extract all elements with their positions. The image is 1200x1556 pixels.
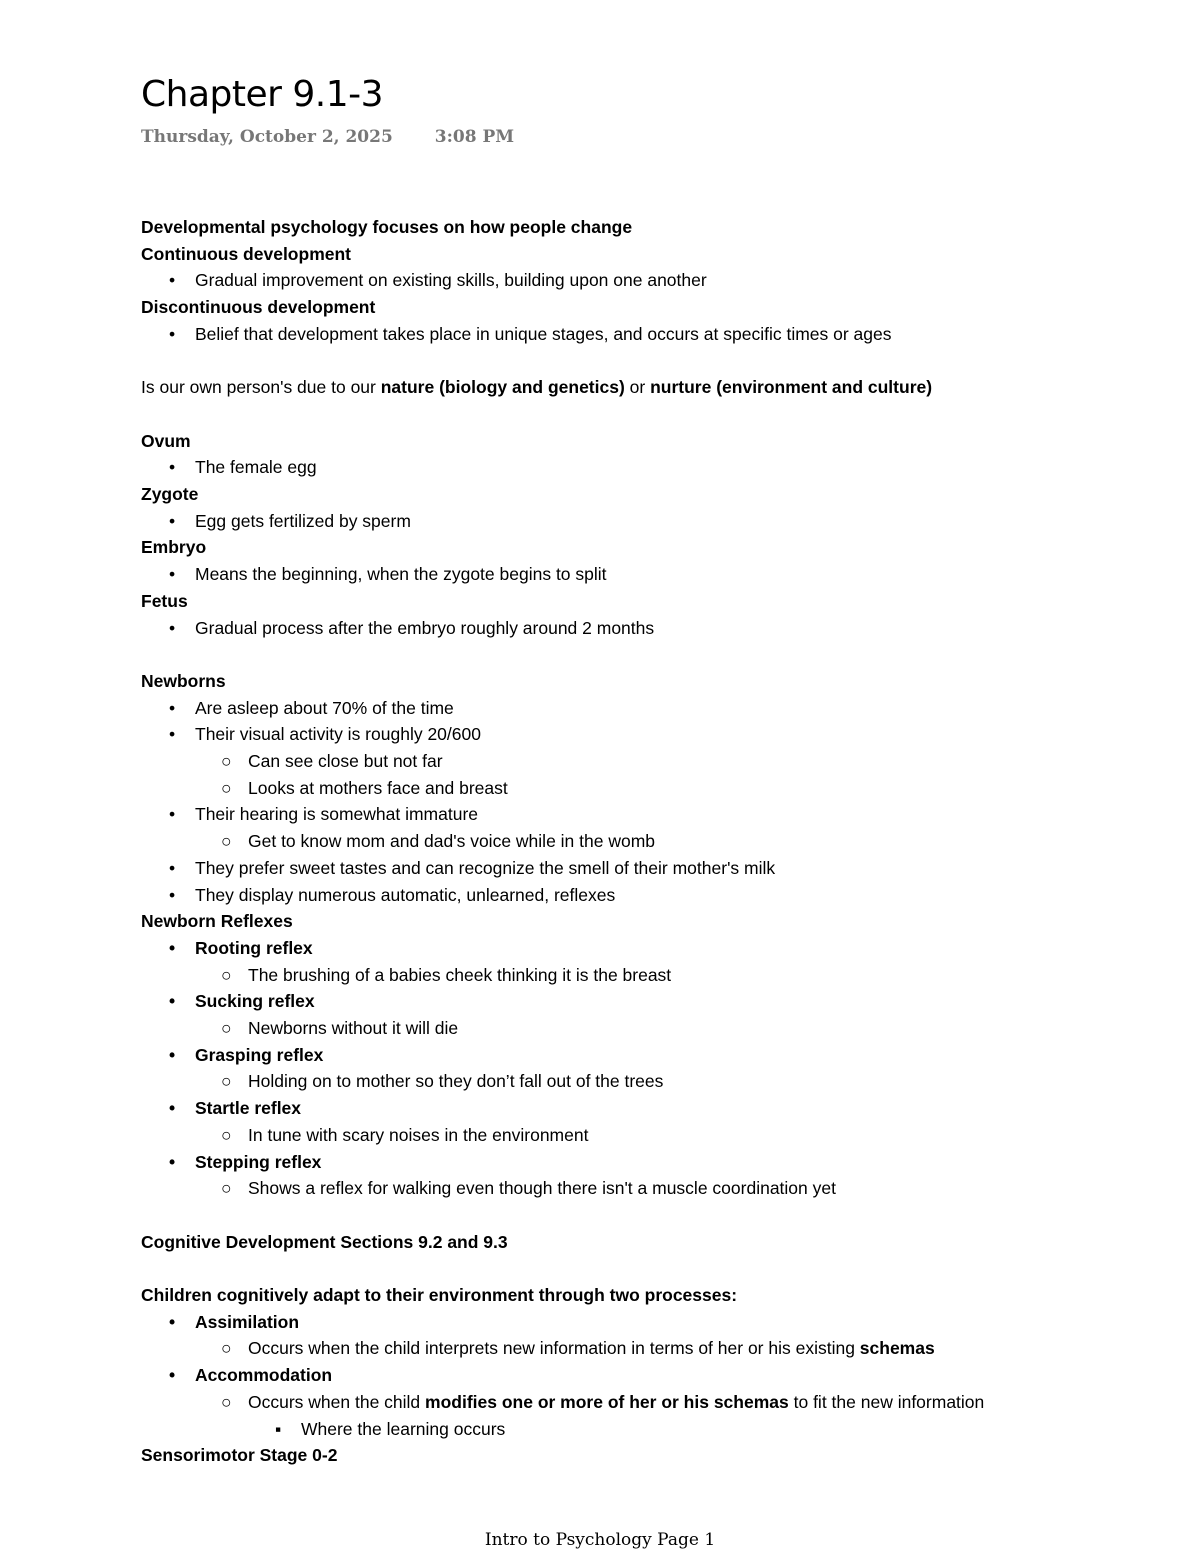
list-item: ○ Get to know mom and dad's voice while in the womb	[141, 828, 1161, 855]
circle-bullet-icon: ○	[221, 964, 232, 985]
list-item: • Their hearing is somewhat immature	[141, 801, 1161, 828]
bullet-icon: •	[169, 617, 176, 638]
list-item: ○ Shows a reflex for walking even though there isn't a muscle coordination yet	[141, 1175, 1161, 1202]
list-item: • Sucking reflex	[141, 988, 1161, 1015]
list-item: • Belief that development takes place in unique stages, and occurs at specific times or ages	[141, 321, 1161, 348]
note-body	[141, 214, 1161, 1469]
circle-bullet-icon: ○	[221, 751, 232, 772]
bullet-icon: •	[169, 1151, 176, 1172]
list-item: • Egg gets fertilized by sperm	[141, 508, 1161, 535]
bullet-icon: •	[169, 937, 176, 958]
bullet-icon: •	[169, 697, 176, 718]
nature-nurture-line: Is our own person's due to our nature (biology and genetics) or nurture (environment and culture)	[141, 377, 933, 398]
list-item: ○ The brushing of a babies cheek thinking it is the breast	[141, 962, 1161, 989]
list-item: ▪ Where the learning occurs	[141, 1416, 1161, 1443]
term-label: Discontinuous development	[141, 297, 376, 318]
bullet-icon: •	[169, 510, 176, 531]
list-item: • They display numerous automatic, unlearned, reflexes	[141, 882, 1161, 909]
bullet-icon: •	[169, 857, 176, 878]
bullet-icon: •	[169, 457, 176, 478]
bullet-icon: •	[169, 1044, 176, 1065]
circle-bullet-icon: ○	[221, 1071, 232, 1092]
circle-bullet-icon: ○	[221, 831, 232, 852]
list-item: • Gradual process after the embryo roughly around 2 months	[141, 615, 1161, 642]
circle-bullet-icon: ○	[221, 1018, 232, 1039]
list-item: • Assimilation	[141, 1309, 1161, 1336]
term-label: Fetus	[141, 590, 188, 611]
bullet-icon: •	[169, 323, 176, 344]
bullet-icon: •	[169, 724, 176, 745]
list-item: • Means the beginning, when the zygote begins to split	[141, 561, 1161, 588]
circle-bullet-icon: ○	[221, 1391, 232, 1412]
list-item: • Are asleep about 70% of the time	[141, 695, 1161, 722]
list-item: ○ Newborns without it will die	[141, 1015, 1161, 1042]
circle-bullet-icon: ○	[221, 777, 232, 798]
bullet-icon: •	[169, 991, 176, 1012]
list-item: ○ Can see close but not far	[141, 748, 1161, 775]
list-item: ○ Occurs when the child interprets new information in terms of her or his existing schemas	[141, 1335, 1161, 1362]
bullet-icon: •	[169, 564, 176, 585]
list-item: • Accommodation	[141, 1362, 1161, 1389]
bullet-icon: •	[169, 1098, 176, 1119]
list-item: • The female egg	[141, 454, 1161, 481]
bullet-icon: •	[169, 270, 176, 291]
square-bullet-icon: ▪	[275, 1418, 282, 1439]
list-item: • Rooting reflex	[141, 935, 1161, 962]
list-item: ○ Occurs when the child modifies one or more of her or his schemas to fit the new information	[141, 1389, 1161, 1416]
term-label: Embryo	[141, 537, 207, 558]
section-heading: Cognitive Development Sections 9.2 and 9.3	[141, 1231, 508, 1252]
list-item: • They prefer sweet tastes and can recognize the smell of their mother's milk	[141, 855, 1161, 882]
bullet-icon: •	[169, 884, 176, 905]
term-label: Zygote	[141, 484, 199, 504]
page-metadata	[141, 127, 514, 147]
note-date: Thursday, October 2, 2025	[141, 127, 393, 147]
term-label: Ovum	[141, 430, 191, 451]
bullet-icon: •	[169, 1311, 176, 1332]
list-item: ○ Holding on to mother so they don’t fall out of the trees	[141, 1068, 1161, 1095]
list-item: • Stepping reflex	[141, 1149, 1161, 1176]
term-label: Continuous development	[141, 243, 351, 264]
section-heading: Children cognitively adapt to their environment through two processes:	[141, 1285, 738, 1306]
circle-bullet-icon: ○	[221, 1178, 232, 1199]
list-item: • Their visual activity is roughly 20/600	[141, 721, 1161, 748]
list-item: ○ In tune with scary noises in the environment	[141, 1122, 1161, 1149]
page-footer: Intro to Psychology Page 1	[484, 1530, 716, 1550]
bullet-icon: •	[169, 1365, 176, 1386]
section-heading: Newborn Reflexes	[141, 911, 293, 932]
list-item: ○ Looks at mothers face and breast	[141, 775, 1161, 802]
list-item: • Grasping reflex	[141, 1042, 1161, 1069]
bullet-icon: •	[169, 804, 176, 825]
circle-bullet-icon: ○	[221, 1338, 232, 1359]
circle-bullet-icon: ○	[221, 1124, 232, 1145]
list-item: • Gradual improvement on existing skills, building upon one another	[141, 267, 1161, 294]
section-heading: Developmental psychology focuses on how people change	[141, 217, 633, 237]
section-heading: Newborns	[141, 670, 226, 691]
section-heading: Sensorimotor Stage 0-2	[141, 1445, 338, 1466]
note-time: 3:08 PM	[434, 127, 515, 147]
list-item: • Startle reflex	[141, 1095, 1161, 1122]
page-title: Chapter 9.1-3	[141, 74, 384, 115]
